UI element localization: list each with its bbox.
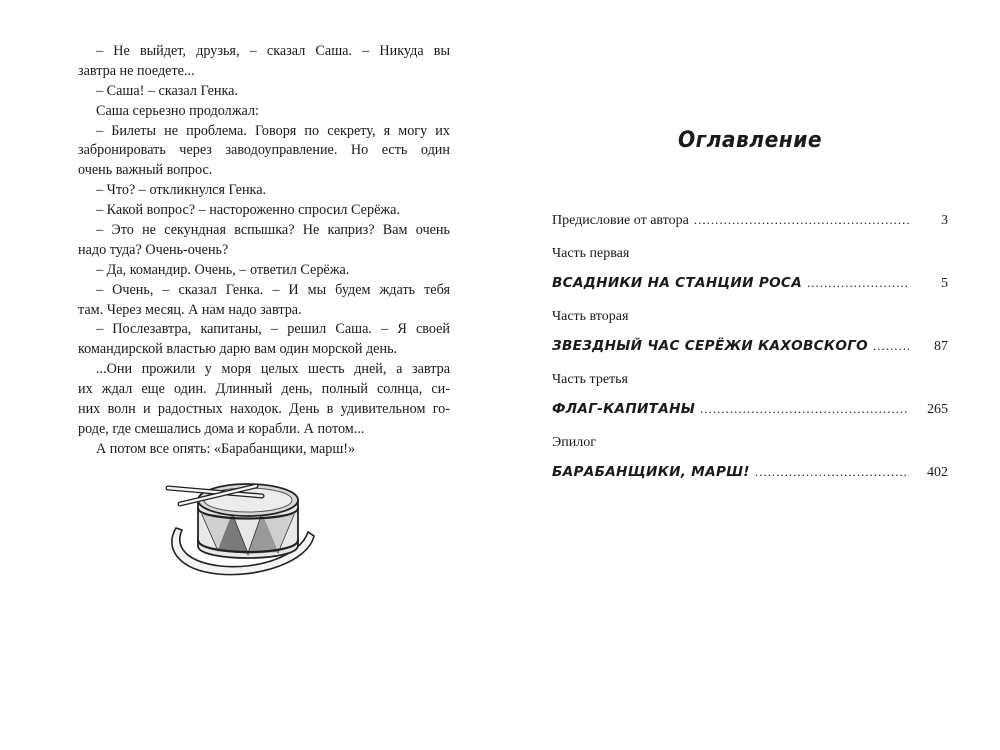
text-line: роде, где смешались дома и корабли. А потом... — [78, 420, 365, 437]
text-line: ...Они прожили у моря целых шесть дней, а завтра — [96, 361, 450, 378]
text-line: – Послезавтра, капитаны, – решил Саша. – Я своей — [96, 321, 450, 338]
toc-section-part-2 — [552, 308, 948, 371]
text-line: – Билеты не проблема. Говоря по секрету, я могу их — [96, 122, 450, 139]
dot-leader — [700, 401, 909, 417]
toc-page-number: 5 — [941, 276, 948, 291]
toc-part-label: Часть первая — [552, 246, 630, 261]
text-line: А потом все опять: «Барабанщики, марш!» — [96, 440, 356, 457]
text-line: – Это не секундная вспышка? Не каприз? Вам очень — [96, 222, 450, 239]
toc-page-number: 402 — [927, 465, 948, 480]
toc-part-label: Часть третья — [552, 372, 628, 387]
dot-leader — [873, 338, 909, 354]
toc-entry-title: ФЛАГ-КАПИТАНЫ — [552, 401, 696, 417]
toc-entry[interactable] — [552, 275, 948, 292]
toc-section-part-3 — [552, 371, 948, 434]
toc-part-label: Часть вторая — [552, 309, 629, 324]
toc-page-number: 87 — [934, 339, 948, 354]
text-line: там. Через месяц. А нам надо завтра. — [78, 301, 302, 318]
text-line: – Саша! – сказал Генка. — [96, 82, 238, 99]
dot-leader — [807, 275, 909, 291]
toc-section-preface — [552, 212, 948, 245]
text-line: – Какой вопрос? – настороженно спросил Серёжа. — [96, 202, 401, 219]
drum-illustration — [158, 458, 318, 580]
toc-section-epilogue — [552, 434, 948, 497]
toc-page-number: 265 — [927, 402, 948, 417]
dot-leader — [755, 464, 909, 480]
text-line: их ждал еще один. Длинный день, полный солнца, си- — [78, 381, 450, 398]
toc-entry-title: Предисловие от автора — [552, 213, 689, 228]
text-line: командирской властью дарю вам один морской день. — [78, 341, 398, 358]
toc-entry[interactable] — [552, 401, 948, 418]
table-of-contents — [552, 212, 948, 497]
text-line: завтра не поедете... — [78, 62, 195, 79]
text-line: надо туда? Очень-очень? — [78, 241, 229, 258]
text-line: – Да, командир. Очень, – ответил Серёжа. — [96, 261, 350, 278]
left-page-text — [78, 42, 450, 460]
toc-entry-title: ВСАДНИКИ НА СТАНЦИИ РОСА — [552, 275, 803, 291]
toc-entry-title: БАРАБАНЩИКИ, МАРШ! — [552, 464, 750, 480]
text-line: – Не выйдет, друзья, – сказал Саша. – Никуда вы — [96, 43, 450, 59]
toc-entry[interactable] — [552, 212, 948, 229]
text-line: забронировать через заводоуправление. Но есть один — [78, 142, 450, 159]
toc-entry-title: ЗВЕЗДНЫЙ ЧАС СЕРЁЖИ КАХОВСКОГО — [552, 338, 869, 354]
toc-title: Оглавление — [677, 128, 823, 153]
text-line: Саша серьезно продолжал: — [96, 102, 259, 119]
toc-page-number: 3 — [941, 213, 948, 228]
toc-entry[interactable] — [552, 338, 948, 355]
text-line: – Очень, – сказал Генка. – И мы будем ждать тебя — [96, 281, 450, 298]
toc-section-part-1 — [552, 245, 948, 308]
toc-part-label: Эпилог — [552, 435, 596, 450]
text-line: – Что? – откликнулся Генка. — [96, 182, 267, 199]
text-line: очень важный вопрос. — [78, 162, 213, 179]
dot-leader — [694, 212, 909, 228]
text-line: них волн и радостных находок. День в удивительном го- — [78, 401, 450, 418]
toc-entry[interactable] — [552, 464, 948, 481]
